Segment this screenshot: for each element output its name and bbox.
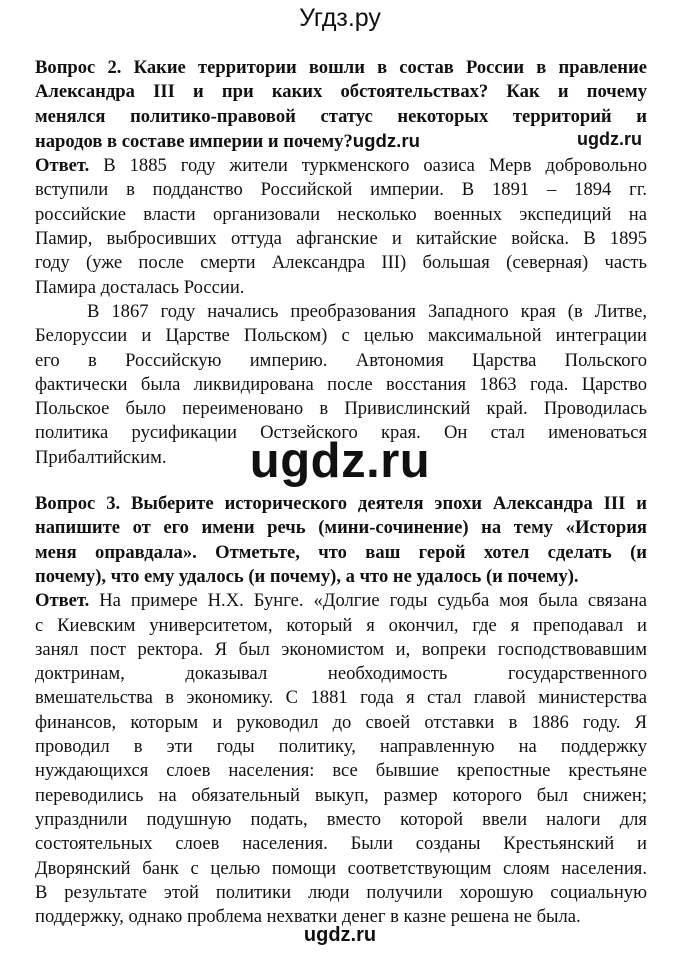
answer-3-line: Дворянский банк с целью помощи соответствующим слоям населения. <box>35 857 647 879</box>
answer-3-line: проводил в эти годы политику, направленную на поддержку <box>35 736 647 758</box>
answer-3 <box>35 589 647 929</box>
document-body <box>35 56 647 929</box>
answer-2-line: Памира досталась России. <box>35 276 245 298</box>
answer-3-line: нуждающихся слоев населения: все бывшие крепостные крестьяне <box>35 760 647 782</box>
question-3-line: почему), что ему удалось (и почему), а что не удалось (и почему). <box>35 565 579 587</box>
answer-2-text: В 1885 году жители туркменского оазиса Мерв добровольно <box>89 155 647 177</box>
question-2-line <box>35 129 647 154</box>
watermark-large: ugdz.ru <box>249 434 431 488</box>
question-2-text: народов в составе империи и почему? <box>35 130 353 152</box>
answer-2-line <box>35 154 647 178</box>
answer-2-line: Памир, выбросивших оттуда афганские и китайские войска. В 1895 <box>35 228 647 250</box>
question-3-line: меня оправдала». Отметьте, что ваш герой хотел сделать (и <box>35 541 647 563</box>
answer-3-line: переводились на обязательный выкуп, размер которого был снижен; <box>35 784 647 806</box>
question-2-line: Александра III и при каких обстоятельствах? Как и почему <box>35 81 647 103</box>
answer-3-line: доктринам, доказывал необходимость государственного <box>35 663 647 685</box>
question-2 <box>35 56 647 154</box>
answer-2-p2-line: политика русификации Остзейского края. Он стал именоваться <box>35 422 647 444</box>
answer-3-line: состоятельных слоев населения. Были созданы Крестьянский и <box>35 833 647 855</box>
answer-label: Ответ. <box>35 155 90 177</box>
answer-3-line: вмешательства в экономику. С 1881 года я стал главой министерства <box>35 687 647 709</box>
answer-2-p2-line: фактически была ликвидирована после восстания 1863 года. Царство <box>35 373 647 395</box>
answer-2-p2-line: Польское было переименовано в Привислинский край. Проводилась <box>35 398 647 420</box>
footer-watermark: ugdz.ru <box>303 924 377 946</box>
answer-3-line: поддержку, однако проблема нехватки денег в казне решена не была. <box>35 906 581 928</box>
answer-2-line: году (уже после смерти Александра III) большая (северная) часть <box>35 252 647 274</box>
watermark-inline: ugdz.ru <box>352 129 420 151</box>
question-3 <box>35 492 647 589</box>
answer-3-line <box>35 589 647 613</box>
site-header: Угдз.ру <box>299 4 381 32</box>
answer-2 <box>35 154 647 470</box>
answer-2-line: вступили в подданство Российской империи. В 1891 – 1894 гг. <box>35 179 647 201</box>
answer-3-line: В результате этой политики люди получили хорошую социальную <box>35 881 647 903</box>
watermark-small: ugdz.ru <box>577 129 642 149</box>
answer-2-p2-line: его в Российскую империю. Автономия Царства Польского <box>35 349 647 371</box>
question-2-line: менялся политико-правовой статус некоторых территорий и <box>35 105 647 127</box>
answer-label: Ответ. <box>35 590 90 612</box>
answer-3-line: с Киевским университетом, который я окончил, где я преподавал и <box>35 614 647 636</box>
answer-2-line: российские власти организовали несколько военных экспедиций на <box>35 203 647 225</box>
question-3-line: напишите от его имени речь (мини-сочинение) на тему «История <box>35 517 647 539</box>
answer-3-line: занял пост ректора. Я был экономистом и, вопреки господствовавшим <box>35 638 647 660</box>
answer-2-p2-line: Прибалтийским. <box>35 446 167 468</box>
answer-2-p2-line: В 1867 году начались преобразования Западного края (в Литве, <box>87 300 647 322</box>
answer-3-line: финансов, которым и руководил до своей отставки в 1886 году. Я <box>35 711 647 733</box>
question-2-line: Вопрос 2. Какие территории вошли в состав России в правление <box>35 57 647 78</box>
answer-3-line: упразднили подушную подать, вместо которой ввели налоги для <box>35 808 647 830</box>
answer-2-p2-line: Белоруссии и Царстве Польском) с целью максимальной интеграции <box>35 325 647 347</box>
question-3-line: Вопрос 3. Выберите исторического деятеля эпохи Александра III и <box>35 493 647 515</box>
answer-3-text: На примере Н.Х. Бунге. «Долгие годы судьба моя была связана <box>89 590 647 612</box>
